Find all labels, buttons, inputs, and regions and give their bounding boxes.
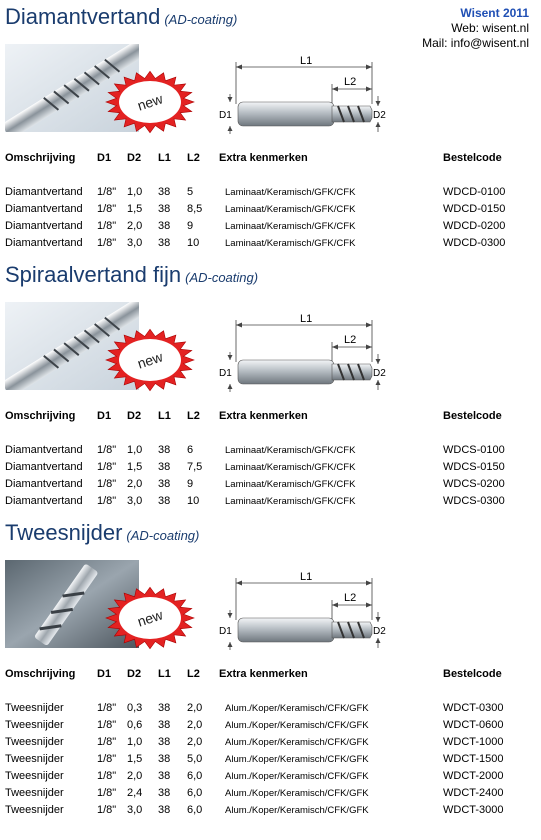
- table-cell: Diamantvertand: [5, 495, 83, 507]
- table-cell: Alum./Koper/Keramisch/CFK/GFK: [225, 737, 369, 748]
- table-cell: 1/8": [97, 702, 117, 714]
- diagram-d2-label: D2: [373, 110, 386, 121]
- new-badge: [104, 586, 196, 650]
- table-cell: 38: [158, 203, 171, 215]
- table-cell: 38: [158, 804, 171, 816]
- table-cell: Tweesnijder: [5, 702, 64, 714]
- column-header: D1: [97, 668, 112, 680]
- table-cell: 1/8": [97, 444, 117, 456]
- table-cell: 38: [158, 220, 171, 232]
- table-cell: WDCD-0150: [443, 203, 506, 215]
- table-cell: WDCT-2000: [443, 770, 504, 782]
- table-cell: 38: [158, 719, 171, 731]
- table-cell: 2,0: [127, 770, 143, 782]
- diagram-l2-label: L2: [344, 76, 357, 88]
- diagram-d1-label: D1: [219, 368, 232, 379]
- table-cell: 6,0: [187, 804, 203, 816]
- table-cell: 8,5: [187, 203, 203, 215]
- table-cell: Alum./Koper/Keramisch/CFK/GFK: [225, 703, 369, 714]
- table-cell: WDCT-0300: [443, 702, 504, 714]
- table-cell: 0,3: [127, 702, 143, 714]
- section-title: [5, 262, 258, 288]
- dimension-diagram: [218, 312, 388, 402]
- table-cell: 2,0: [127, 478, 143, 490]
- diagram-d1-label: D1: [219, 110, 232, 121]
- table-cell: 2,4: [127, 787, 143, 799]
- table-cell: 2,0: [127, 220, 143, 232]
- column-header: Extra kenmerken: [219, 410, 308, 422]
- table-cell: 1/8": [97, 753, 117, 765]
- table-cell: Tweesnijder: [5, 719, 64, 731]
- table-cell: 1,0: [127, 186, 143, 198]
- column-header: L1: [158, 668, 171, 680]
- column-header: L2: [187, 668, 200, 680]
- table-cell: WDCS-0300: [443, 495, 505, 507]
- table-cell: 1/8": [97, 186, 117, 198]
- table-cell: 1,5: [127, 203, 143, 215]
- table-cell: 1/8": [97, 461, 117, 473]
- section-title-text: Spiraalvertand fijn: [5, 262, 182, 287]
- table-cell: Tweesnijder: [5, 770, 64, 782]
- column-header: Bestelcode: [443, 668, 502, 680]
- column-header: Extra kenmerken: [219, 668, 308, 680]
- table-cell: Alum./Koper/Keramisch/CFK/GFK: [225, 771, 369, 782]
- column-header: L1: [158, 410, 171, 422]
- section-title-text: Diamantvertand: [5, 4, 161, 29]
- column-header: Extra kenmerken: [219, 152, 308, 164]
- diagram-d1-label: D1: [219, 626, 232, 637]
- table-cell: 3,0: [127, 804, 143, 816]
- column-header: L2: [187, 152, 200, 164]
- table-cell: Diamantvertand: [5, 203, 83, 215]
- table-cell: Diamantvertand: [5, 478, 83, 490]
- column-header: Omschrijving: [5, 668, 76, 680]
- table-cell: Diamantvertand: [5, 461, 83, 473]
- table-cell: Diamantvertand: [5, 444, 83, 456]
- diagram-l2-label: L2: [344, 334, 357, 346]
- product-section: [0, 258, 541, 507]
- table-cell: WDCS-0100: [443, 444, 505, 456]
- table-cell: WDCD-0100: [443, 186, 506, 198]
- table-cell: Alum./Koper/Keramisch/CFK/GFK: [225, 788, 369, 799]
- table-cell: WDCS-0150: [443, 461, 505, 473]
- table-cell: WDCT-3000: [443, 804, 504, 816]
- table-cell: 1,5: [127, 461, 143, 473]
- column-header: L2: [187, 410, 200, 422]
- table-cell: 1/8": [97, 495, 117, 507]
- table-cell: 1/8": [97, 787, 117, 799]
- table-cell: 38: [158, 702, 171, 714]
- table-cell: 6,0: [187, 787, 203, 799]
- table-cell: Laminaat/Keramisch/GFK/CFK: [225, 496, 356, 507]
- table-cell: 1/8": [97, 719, 117, 731]
- section-title: [5, 520, 199, 546]
- table-cell: Laminaat/Keramisch/GFK/CFK: [225, 187, 356, 198]
- section-coating: (AD-coating): [126, 528, 200, 543]
- table-cell: Diamantvertand: [5, 220, 83, 232]
- column-header: D1: [97, 152, 112, 164]
- dimension-diagram: [218, 570, 388, 660]
- table-cell: 38: [158, 770, 171, 782]
- table-cell: 1/8": [97, 770, 117, 782]
- table-cell: 1,0: [127, 444, 143, 456]
- table-cell: 6,0: [187, 770, 203, 782]
- table-cell: 2,0: [187, 736, 203, 748]
- table-cell: WDCD-0200: [443, 220, 506, 232]
- table-cell: Tweesnijder: [5, 736, 64, 748]
- table-cell: 38: [158, 753, 171, 765]
- section-coating: (AD-coating): [164, 12, 238, 27]
- table-cell: 38: [158, 787, 171, 799]
- column-header: D2: [127, 152, 142, 164]
- table-cell: Alum./Koper/Keramisch/CFK/GFK: [225, 754, 369, 765]
- table-cell: 38: [158, 736, 171, 748]
- column-header: Bestelcode: [443, 410, 502, 422]
- table-cell: WDCT-0600: [443, 719, 504, 731]
- table-cell: 38: [158, 495, 171, 507]
- diagram-l1-label: L1: [300, 571, 313, 583]
- table-cell: Diamantvertand: [5, 186, 83, 198]
- diagram-d2-label: D2: [373, 368, 386, 379]
- table-cell: WDCT-2400: [443, 787, 504, 799]
- table-cell: 10: [187, 237, 200, 249]
- svg-text:new: new: [135, 90, 165, 114]
- table-cell: 10: [187, 495, 200, 507]
- brand-name: Wisent 2011: [460, 6, 529, 20]
- column-header: D2: [127, 410, 142, 422]
- table-cell: Laminaat/Keramisch/GFK/CFK: [225, 445, 356, 456]
- table-cell: 0,6: [127, 719, 143, 731]
- brand-block: [422, 6, 529, 51]
- table-cell: 38: [158, 186, 171, 198]
- table-cell: WDCS-0200: [443, 478, 505, 490]
- dimension-diagram: [218, 54, 388, 144]
- diagram-l1-label: L1: [300, 55, 313, 67]
- table-cell: 9: [187, 220, 194, 232]
- table-cell: Laminaat/Keramisch/GFK/CFK: [225, 238, 356, 249]
- table-cell: 1,0: [127, 736, 143, 748]
- section-coating: (AD-coating): [185, 270, 259, 285]
- table-cell: Tweesnijder: [5, 753, 64, 765]
- table-cell: 1,5: [127, 753, 143, 765]
- table-cell: 3,0: [127, 495, 143, 507]
- table-cell: 1/8": [97, 237, 117, 249]
- svg-text:new: new: [135, 348, 165, 372]
- table-cell: WDCD-0300: [443, 237, 506, 249]
- table-cell: 38: [158, 478, 171, 490]
- table-cell: WDCT-1500: [443, 753, 504, 765]
- product-section: [0, 516, 541, 816]
- brand-mail: Mail: info@wisent.nl: [422, 36, 529, 50]
- column-header: D1: [97, 410, 112, 422]
- new-badge: [104, 328, 196, 392]
- table-cell: Laminaat/Keramisch/GFK/CFK: [225, 462, 356, 473]
- table-cell: Laminaat/Keramisch/GFK/CFK: [225, 479, 356, 490]
- column-header: Bestelcode: [443, 152, 502, 164]
- table-cell: 38: [158, 461, 171, 473]
- table-cell: 5,0: [187, 753, 203, 765]
- table-cell: Laminaat/Keramisch/GFK/CFK: [225, 204, 356, 215]
- svg-text:new: new: [135, 606, 165, 630]
- section-title-text: Tweesnijder: [5, 520, 123, 545]
- table-cell: 9: [187, 478, 194, 490]
- table-cell: 38: [158, 444, 171, 456]
- column-header: L1: [158, 152, 171, 164]
- table-cell: 1/8": [97, 203, 117, 215]
- section-title: [5, 4, 237, 30]
- column-header: Omschrijving: [5, 410, 76, 422]
- new-badge: [104, 70, 196, 134]
- diagram-d2-label: D2: [373, 626, 386, 637]
- table-cell: 1/8": [97, 736, 117, 748]
- table-cell: 1/8": [97, 804, 117, 816]
- column-header: D2: [127, 668, 142, 680]
- table-cell: 7,5: [187, 461, 203, 473]
- table-cell: Alum./Koper/Keramisch/CFK/GFK: [225, 720, 369, 731]
- column-header: Omschrijving: [5, 152, 76, 164]
- table-cell: 2,0: [187, 719, 203, 731]
- table-cell: Alum./Koper/Keramisch/CFK/GFK: [225, 805, 369, 816]
- table-cell: Laminaat/Keramisch/GFK/CFK: [225, 221, 356, 232]
- brand-web: Web: wisent.nl: [451, 21, 529, 35]
- table-cell: Tweesnijder: [5, 787, 64, 799]
- diagram-l1-label: L1: [300, 313, 313, 325]
- table-cell: Diamantvertand: [5, 237, 83, 249]
- diagram-l2-label: L2: [344, 592, 357, 604]
- table-cell: 38: [158, 237, 171, 249]
- table-cell: 5: [187, 186, 194, 198]
- table-cell: 3,0: [127, 237, 143, 249]
- table-cell: 2,0: [187, 702, 203, 714]
- table-cell: 1/8": [97, 478, 117, 490]
- table-cell: WDCT-1000: [443, 736, 504, 748]
- table-cell: 6: [187, 444, 194, 456]
- table-cell: 1/8": [97, 220, 117, 232]
- table-cell: Tweesnijder: [5, 804, 64, 816]
